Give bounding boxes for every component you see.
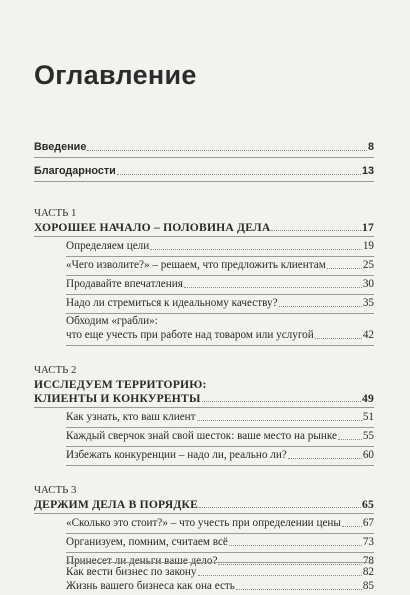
divider	[34, 513, 374, 514]
divider	[66, 533, 374, 534]
dot-leader	[87, 150, 367, 151]
chapter-page: 35	[362, 297, 374, 309]
chapter-title: что еще учесть при работе над товаром или услугой	[66, 329, 314, 341]
chapter-page: 25	[362, 259, 374, 271]
chapter-entry	[66, 329, 374, 342]
chapter-entry	[66, 297, 374, 310]
divider	[66, 552, 374, 553]
part-title-1	[34, 221, 374, 234]
part-title: ДЕРЖИМ ДЕЛА В ПОРЯДКЕ	[34, 498, 199, 511]
part-label: ЧАСТЬ 3	[34, 484, 77, 496]
divider	[66, 313, 374, 314]
chapter-title: Обходим «грабли»:	[66, 315, 158, 327]
chapter-entry	[66, 430, 374, 443]
part-page: 17	[362, 221, 374, 234]
divider	[66, 562, 374, 563]
chapter-page: 60	[362, 449, 374, 461]
toc-entry-introduction	[34, 141, 374, 154]
divider	[34, 236, 374, 237]
toc-entry-page: 8	[367, 141, 374, 153]
chapter-title: Каждый сверчок знай свой шесток: ваше место на рынке	[66, 430, 337, 442]
chapter-title: «Сколько это стоит?» – что учесть при определении цены	[66, 517, 341, 529]
dot-leader	[315, 338, 362, 339]
chapter-page: 19	[362, 240, 374, 252]
part-label: ЧАСТЬ 1	[34, 207, 77, 219]
part-title-3	[34, 498, 374, 511]
chapter-title: Жизнь вашего бизнеса как она есть	[66, 580, 235, 592]
divider	[66, 275, 374, 276]
part-label: ЧАСТЬ 2	[34, 364, 77, 376]
divider	[34, 181, 374, 182]
chapter-title: Продавайте впечатления	[66, 278, 183, 290]
dot-leader	[271, 230, 361, 231]
dot-leader	[117, 174, 361, 175]
chapter-page: 51	[362, 411, 374, 423]
divider	[66, 294, 374, 295]
divider	[66, 446, 374, 447]
chapter-entry	[66, 259, 374, 272]
chapter-title: Определяем цели	[66, 240, 150, 252]
chapter-entry	[66, 536, 374, 549]
chapter-entry	[66, 517, 374, 530]
chapter-page: 78	[362, 555, 374, 567]
chapter-entry	[66, 580, 374, 593]
dot-leader	[198, 575, 362, 576]
chapter-entry	[66, 411, 374, 424]
chapter-title: Принесет ли деньги ваше дело?	[66, 555, 218, 567]
part-title: КЛИЕНТЫ И КОНКУРЕНТЫ	[34, 392, 201, 405]
dot-leader	[236, 589, 362, 590]
toc-entry-acknowledgements	[34, 165, 374, 178]
chapter-page: 42	[362, 329, 374, 341]
dot-leader	[184, 287, 362, 288]
dot-leader	[327, 268, 362, 269]
dot-leader	[342, 526, 362, 527]
page-title: Оглавление	[34, 60, 197, 90]
chapter-page: 73	[362, 536, 374, 548]
chapter-page: 55	[362, 430, 374, 442]
chapter-page: 85	[362, 580, 374, 592]
part-page: 49	[362, 392, 374, 405]
chapter-entry	[66, 449, 374, 462]
chapter-entry	[66, 278, 374, 291]
dot-leader	[199, 507, 361, 508]
part-page: 65	[362, 498, 374, 511]
chapter-entry	[66, 566, 374, 579]
chapter-title: Избежать конкуренции – надо ли, реально ли?	[66, 449, 287, 461]
dot-leader	[338, 439, 362, 440]
divider	[66, 256, 374, 257]
divider	[66, 345, 374, 346]
part-title: ИССЛЕДУЕМ ТЕРРИТОРИЮ:	[34, 378, 207, 391]
part-title-2	[34, 392, 374, 405]
chapter-page: 67	[362, 517, 374, 529]
chapter-title: Надо ли стремиться к идеальному качеству?	[66, 297, 278, 309]
chapter-title: Как вести бизнес по закону	[66, 566, 197, 578]
chapter-title: Как узнать, кто ваш клиент	[66, 411, 196, 423]
dot-leader	[150, 249, 362, 250]
divider	[34, 407, 374, 408]
chapter-page: 82	[362, 566, 374, 578]
dot-leader	[197, 420, 362, 421]
divider	[66, 427, 374, 428]
chapter-page: 30	[362, 278, 374, 290]
toc-entry-label: Введение	[34, 141, 87, 153]
part-title: ХОРОШЕЕ НАЧАЛО – ПОЛОВИНА ДЕЛА	[34, 221, 271, 234]
dot-leader	[279, 306, 362, 307]
dot-leader	[229, 545, 362, 546]
chapter-entry	[66, 240, 374, 253]
toc-entry-label: Благодарности	[34, 165, 116, 177]
dot-leader	[202, 401, 361, 402]
chapter-title: «Чего изволите?» – решаем, что предложить клиентам	[66, 259, 326, 271]
dot-leader	[288, 458, 362, 459]
chapter-title: Организуем, помним, считаем всё	[66, 536, 228, 548]
divider	[66, 465, 374, 466]
dot-leader	[218, 564, 361, 565]
toc-entry-page: 13	[361, 165, 374, 177]
divider	[34, 157, 374, 158]
